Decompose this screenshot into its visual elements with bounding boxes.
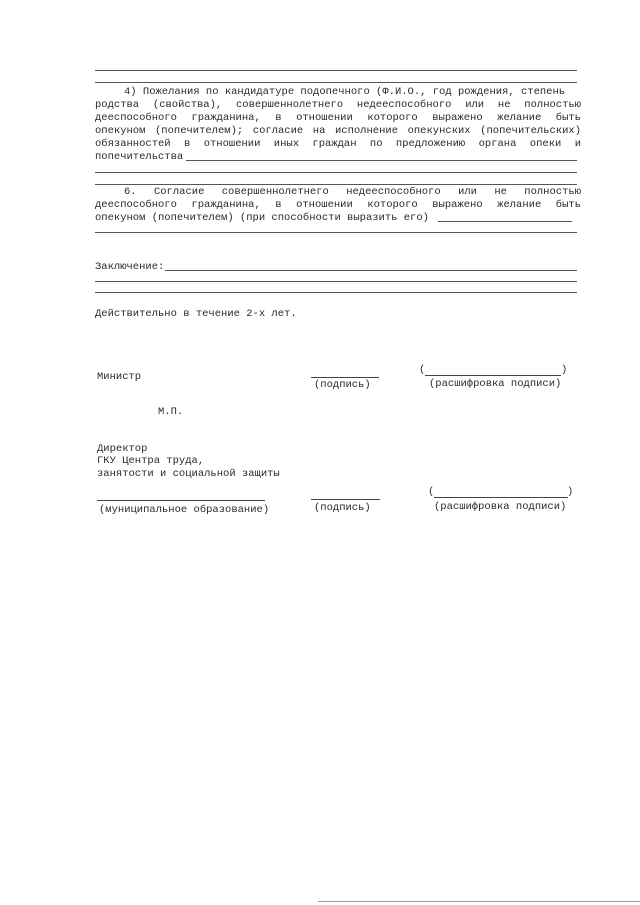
blank-line (95, 172, 577, 173)
blank-line (95, 292, 577, 293)
validity-note: Действительно в течение 2-х лет. (95, 308, 297, 320)
blank-line (95, 184, 577, 185)
minister-decode-line (425, 375, 561, 376)
blank-line (95, 281, 577, 282)
minister-decode-open-bracket: ( (419, 364, 426, 376)
blank-line (186, 160, 577, 161)
municipality-line (97, 500, 265, 501)
director-decode-close-bracket: ) (567, 486, 574, 498)
blank-line (95, 70, 577, 71)
minister-signature-caption: (подпись) (314, 379, 371, 391)
section4-line-3: дееспособного гражданина, в отношении которого выражено желание быть (95, 112, 581, 124)
section4-line-2: родства (свойства), совершеннолетнего недееспособного или не полностью (95, 99, 581, 111)
director-signature-line (311, 499, 380, 500)
minister-signature-line (311, 377, 379, 378)
stamp-place: М.П. (158, 406, 184, 418)
section6-line-2: дееспособного гражданина, в отношении которого выражено желание быть (95, 199, 581, 211)
director-signature-caption: (подпись) (314, 502, 371, 514)
section4-line-4: опекуном (попечителем); согласие на исполнение опекунских (попечительских) (95, 125, 581, 137)
municipality-caption: (муниципальное образование) (99, 504, 270, 516)
blank-line (95, 232, 577, 233)
conclusion-label: Заключение: (95, 261, 165, 273)
director-decode-line (434, 497, 568, 498)
blank-line (95, 82, 577, 83)
page-bottom-rule (318, 901, 640, 902)
director-title-line-2: ГКУ Центра труда, (97, 455, 205, 467)
director-title-line-3: занятости и социальной защиты (97, 468, 280, 480)
minister-decode-caption: (расшифровка подписи) (429, 378, 562, 390)
blank-line (165, 270, 577, 271)
section4-line-5: обязанностей в отношении иных граждан по предложению органа опеки и (95, 138, 581, 150)
section4-last-line: попечительства (95, 151, 184, 163)
director-title-line-1: Директор (97, 443, 148, 455)
minister-title: Министр (97, 371, 142, 383)
section6-last-line: опекуном (попечителем) (при способности выразить его) (95, 212, 429, 224)
blank-line (438, 221, 572, 222)
section6-line-1: 6. Согласие совершеннолетнего недееспособного или не полностью (124, 186, 581, 198)
section4-line-1: 4) Пожелания по кандидатуре подопечного (Ф.И.О., год рождения, степень (124, 86, 566, 98)
director-decode-caption: (расшифровка подписи) (434, 501, 567, 513)
minister-decode-close-bracket: ) (561, 364, 568, 376)
director-decode-open-bracket: ( (428, 486, 435, 498)
